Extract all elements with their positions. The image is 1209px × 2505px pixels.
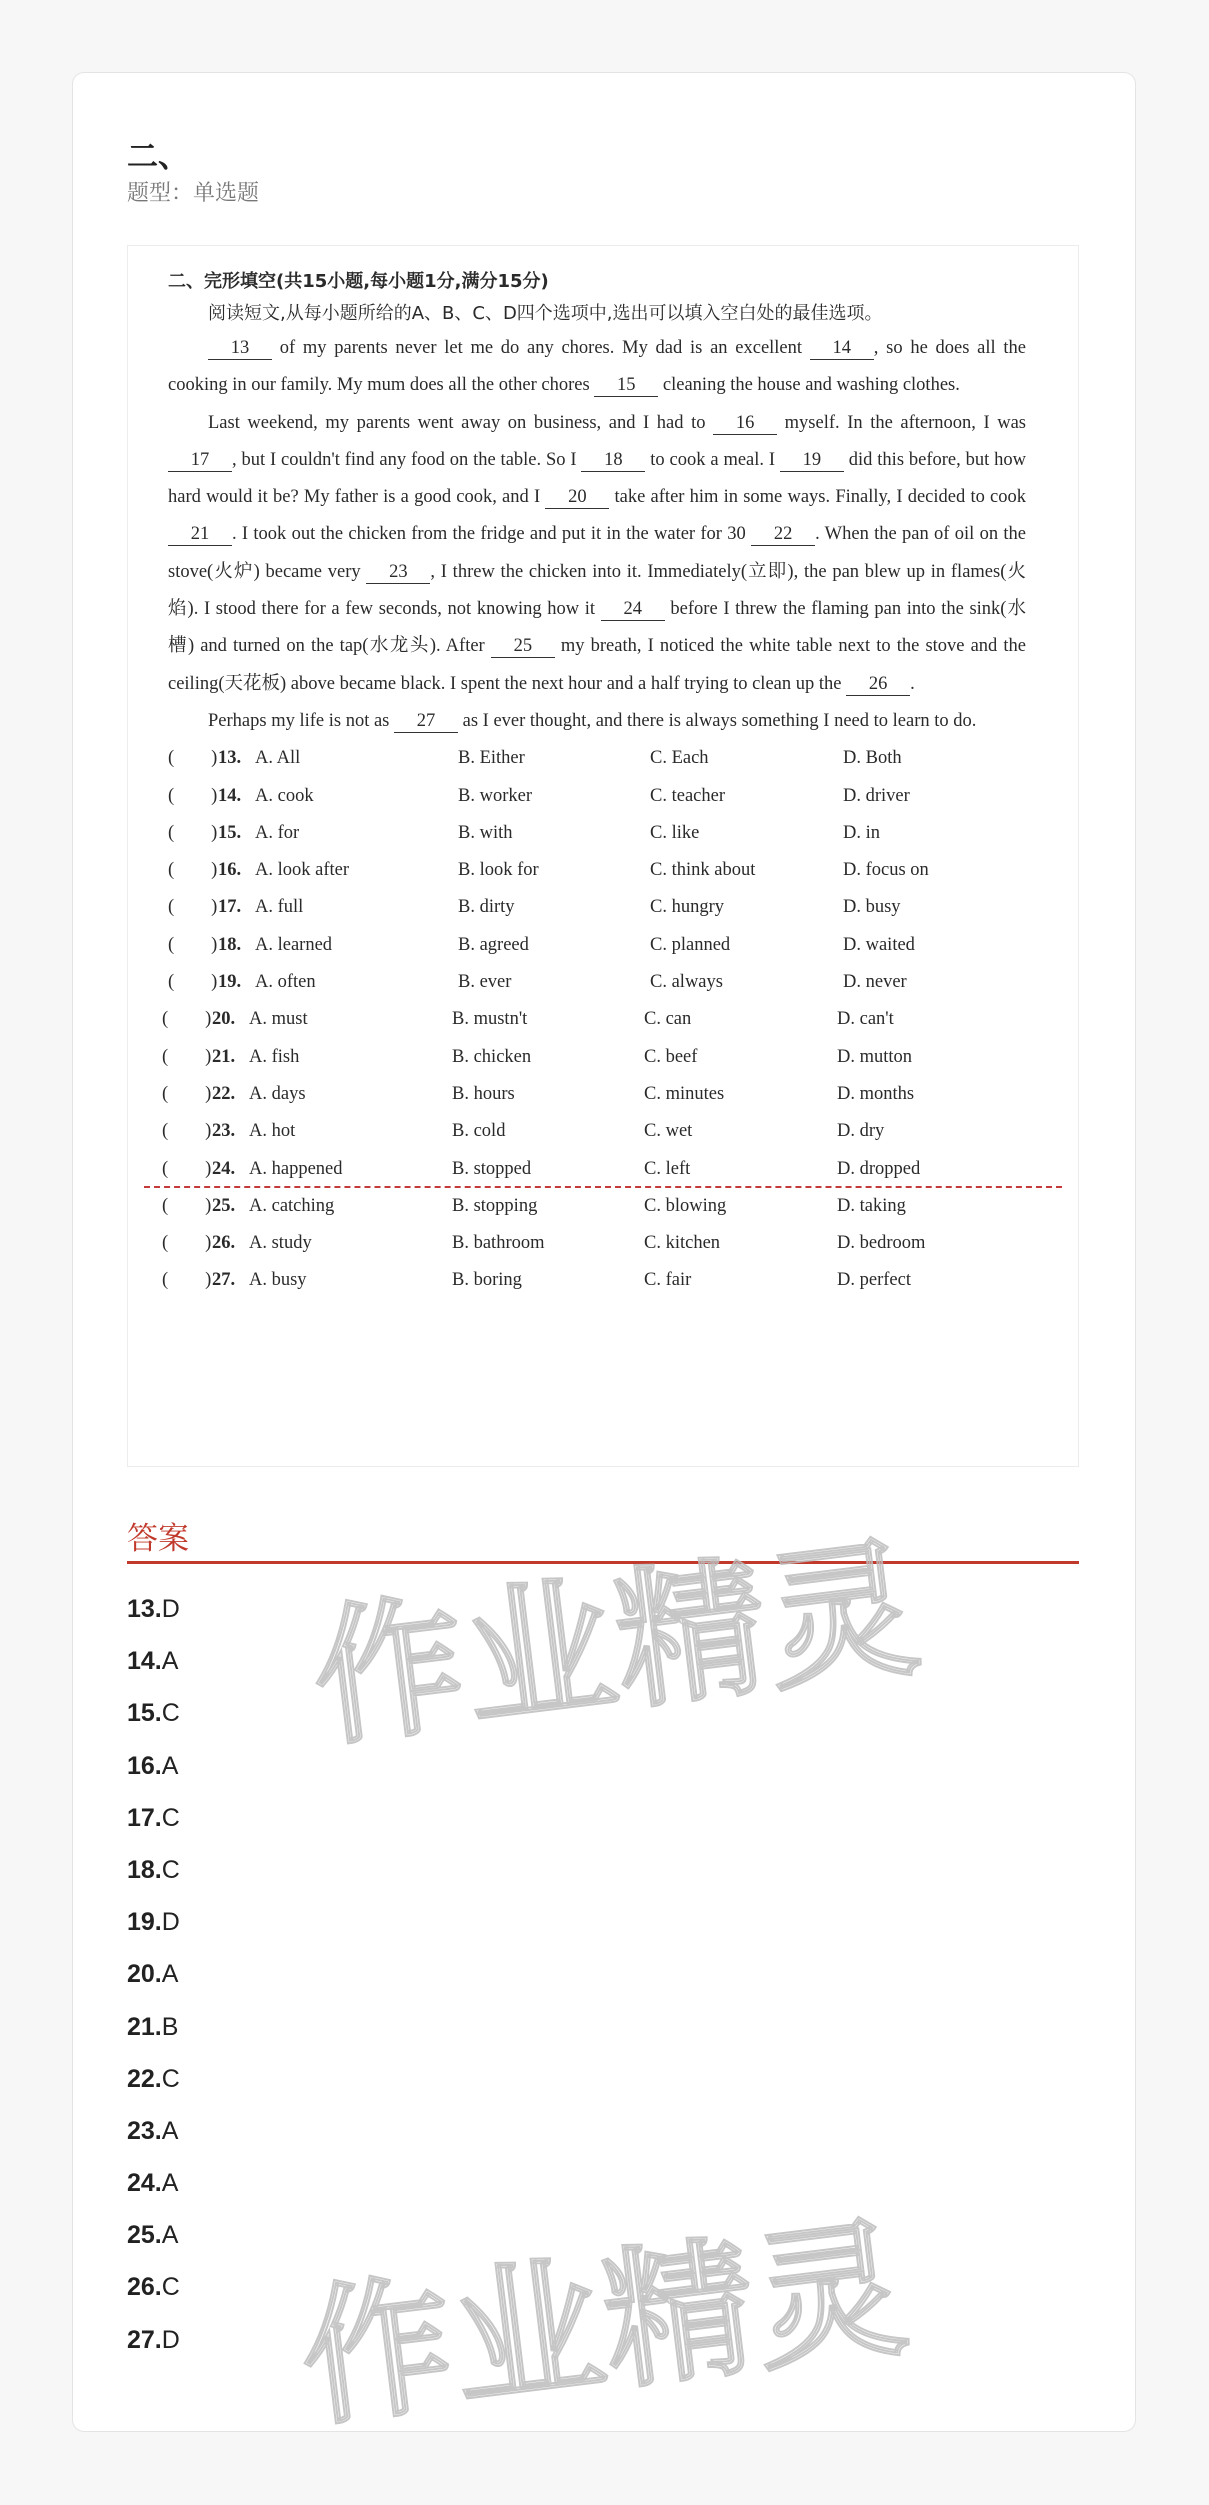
option-row: ( ) 26. A. study B. bathroom C. kitchen D. bedroom: [162, 1233, 926, 1254]
blank-23: 23: [366, 561, 430, 584]
watermark: 作业精灵: [292, 2201, 918, 2449]
blank-24: 24: [601, 598, 665, 621]
option-row: ( ) 21. A. fish B. chicken C. beef D. mutton: [162, 1046, 913, 1067]
passage-paragraph: 13 of my parents never let me do any chores. My dad is an excellent 14 , so he does all the cooking in our family. My mum does all the other chores 15 cleaning the house and washing clothes.: [168, 338, 1026, 396]
blank-27: 27: [394, 710, 458, 733]
answer-item: 19.D: [127, 1908, 180, 1937]
blank-15: 15: [594, 374, 658, 397]
answer-item: 17.C: [127, 1803, 180, 1832]
blank-16: 16: [713, 412, 777, 435]
passage-paragraph: Perhaps my life is not as 27 as I ever thought, and there is always something I need to learn to do.: [208, 710, 977, 731]
option-row: ( ) 23. A. hot B. cold C. wet D. dry: [162, 1121, 885, 1142]
answer-item: 23.A: [127, 2116, 179, 2145]
answer-item: 27.D: [127, 2325, 180, 2354]
watermark: 作业精灵: [304, 1521, 930, 1769]
answer-item: 20.A: [127, 1960, 179, 1989]
option-row: ( ) 20. A. must B. mustn't C. can D. can't: [162, 1009, 894, 1030]
blank-26: 26: [846, 673, 910, 696]
section-title: 二、: [127, 139, 189, 175]
option-row: ( ) 16. A. look after B. look for C. think about D. focus on: [168, 860, 929, 881]
option-row: ( ) 17. A. full B. dirty C. hungry D. busy: [168, 897, 901, 918]
option-row: ( ) 18. A. learned B. agreed C. planned D. waited: [168, 934, 915, 955]
page-split-divider: [144, 1186, 1062, 1188]
blank-25: 25: [491, 635, 555, 658]
answer-item: 26.C: [127, 2273, 180, 2302]
answer-item: 13.D: [127, 1595, 180, 1623]
option-row: ( ) 15. A. for B. with C. like D. in: [168, 822, 880, 843]
blank-17: 17: [168, 449, 232, 472]
option-row: ( ) 13. A. All B. Either C. Each D. Both: [168, 748, 902, 769]
question-instruction: 阅读短文,从每小题所给的A、B、C、D四个选项中,选出可以填入空白处的最佳选项。: [208, 303, 883, 324]
question-type-label: 题型：单选题: [127, 181, 260, 206]
blank-13: 13: [208, 337, 272, 360]
question-heading: 二、完形填空(共15小题,每小题1分,满分15分): [168, 271, 549, 292]
question-image: [127, 245, 1079, 1467]
passage-paragraph: Last weekend, my parents went away on business, and I had to 16 myself. In the afternoon, I was 17 , but I couldn't find any food on the table. So I 18 to cook a meal. I 19 did this before, but how hard would it be? My father is a good cook, and I 20 take after him in some ways. Finally, I decided to cook 21 . I took out the chicken from the fridge and put it in the water for 30 22 . When the pan of oil on the stove(火炉) became very 23 , I threw the chicken into it. Immediately(立即), the pan blew up in flames(火焰). I stood there for a few seconds, not knowing how it 24 before I threw the flaming pan into the sink(水槽) and turned on the tap(水龙头). After 25 my breath, I noticed the white table next to the stove and the ceiling(天花板) above became black. I spent the next hour and a half trying to clean up the 26 .: [168, 412, 1027, 694]
option-row: ( ) 19. A. often B. ever C. always D. never: [168, 972, 907, 993]
blank-21: 21: [168, 523, 232, 546]
blank-14: 14: [810, 337, 874, 360]
answer-item: 25.A: [127, 2221, 179, 2250]
content-card: [72, 72, 1136, 2449]
blank-19: 19: [780, 449, 844, 472]
option-row: ( ) 22. A. days B. hours C. minutes D. months: [162, 1083, 915, 1104]
answer-item: 15.C: [127, 1699, 180, 1728]
option-row: ( ) 27. A. busy B. boring C. fair D. perfect: [162, 1270, 911, 1291]
blank-18: 18: [581, 449, 645, 472]
answer-list: [127, 1583, 180, 2366]
option-row: ( ) 14. A. cook B. worker C. teacher D. driver: [168, 785, 910, 806]
answer-heading: 答案: [127, 1521, 189, 1557]
answer-item: 24.A: [127, 2169, 179, 2198]
answer-item: 21.B: [127, 2012, 179, 2041]
answer-item: 22.C: [127, 2064, 180, 2093]
option-row: ( ) 25. A. catching B. stopping C. blowing D. taking: [162, 1195, 906, 1216]
blank-22: 22: [751, 523, 815, 546]
answer-item: 16.A: [127, 1751, 179, 1780]
option-row: ( ) 24. A. happened B. stopped C. left D. dropped: [162, 1158, 921, 1179]
answer-item: 18.C: [127, 1855, 180, 1884]
blank-20: 20: [545, 486, 609, 509]
options-list: [162, 740, 1026, 1299]
answer-item: 14.A: [127, 1647, 179, 1676]
